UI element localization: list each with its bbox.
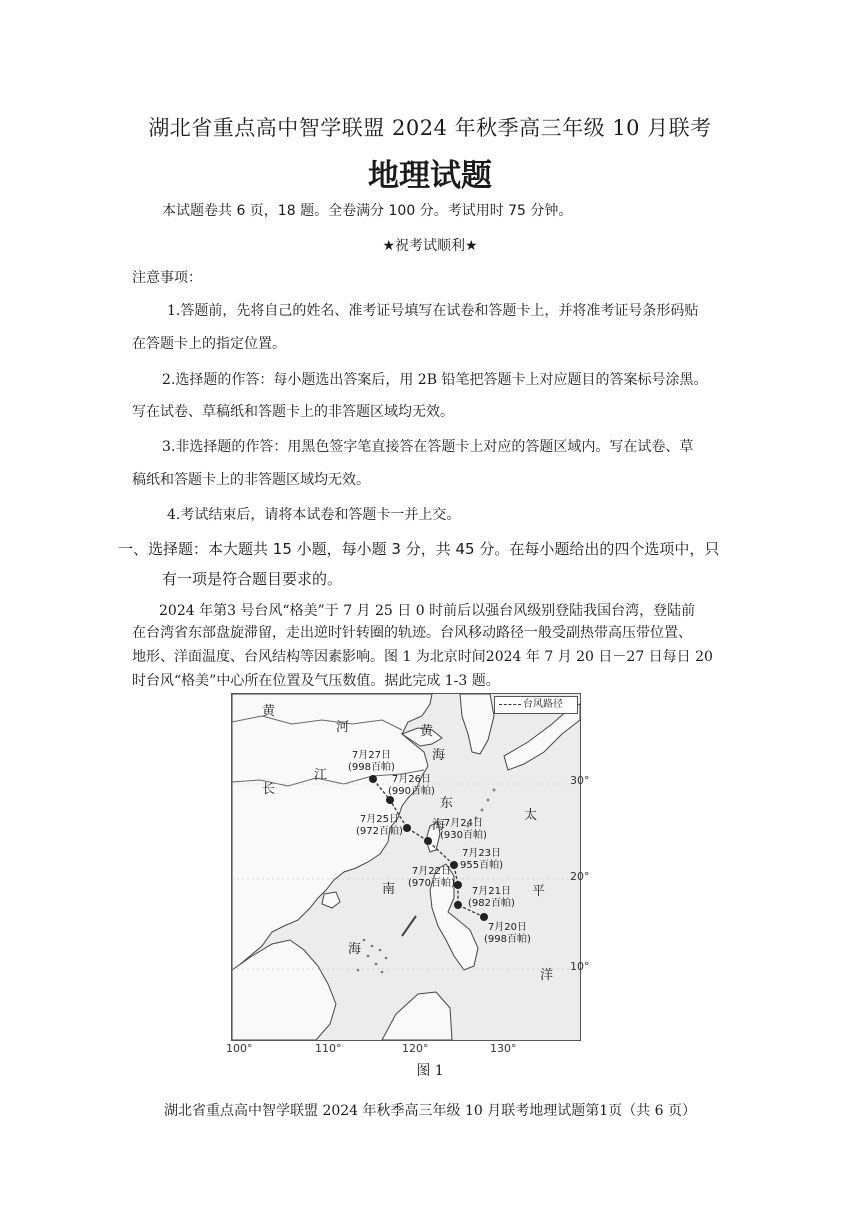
typhoon-track-layer [232,694,580,1040]
label-dong: 东 [440,796,454,811]
label-yellow-sea-1: 黄 [420,724,434,739]
track-marker-0720 [480,913,488,921]
notice-3-line-1: 3.非选择题的作答：用黑色签字笔直接答在答题卡上对应的答题区域内。写在试卷、草 [162,439,694,455]
track-marker-0725 [403,824,411,832]
label-yellow-sea-2: 海 [432,748,446,763]
notice-2-line-1: 2.选择题的作答：每小题选出答案后，用 2B 铅笔把答题卡上对应题目的答案标号涂黑。 [162,372,708,388]
track-pressure-0724: (930百帕) [440,830,487,841]
page-footer: 湖北省重点高中智学联盟 2024 年秋季高三年级 10 月联考地理试题第1页（共 6 页） [164,1103,696,1119]
track-date-0722: 7月22日 [411,866,451,877]
context-line-2: 在台湾省东部盘旋滞留，走出逆时针转圈的轨迹。台风移动路径一般受副热带高压带位置、 [132,625,692,641]
label-tai: 太 [524,808,538,823]
track-label-0721 [468,886,515,910]
lon-tick-100: 100° [226,1042,253,1055]
track-label-0720 [484,922,531,946]
label-south-sea-hai: 海 [348,942,362,957]
track-marker-0721 [454,901,462,909]
section-heading-line-2: 有一项是符合题目要求的。 [162,570,343,588]
notice-1-line-2: 在答题卡上的指定位置。 [132,336,286,352]
track-pressure-0721: (982百帕) [468,898,515,909]
lat-tick-20: 20° [570,870,590,883]
figure-caption: 图 1 [416,1063,444,1079]
track-date-0725: 7月25日 [359,814,399,825]
notice-4-line-1: 4.考试结束后，请将本试卷和答题卡一并上交。 [167,507,461,523]
label-he: 河 [336,720,350,735]
track-marker-0722 [454,881,462,889]
track-date-0726: 7月26日 [391,774,431,785]
track-pressure-0726: (990百帕) [388,786,435,797]
context-line-1: 2024 年第3 号台风“格美”于 7 月 25 日 0 时前后以强台风级别登陆我国台湾，登陆前 [159,603,696,619]
notice-3-line-2: 稿纸和答题卡上的非答题区域均无效。 [132,472,370,488]
lon-tick-110: 110° [315,1042,342,1055]
context-line-4: 时台风“格美”中心所在位置及气压数值。据此完成 1-3 题。 [132,673,500,689]
track-marker-0724 [424,837,432,845]
track-date-0724: 7月24日 [443,818,483,829]
track-date-0723: 7月23日 [461,848,502,859]
lat-tick-10: 10° [570,960,590,973]
track-label-0726 [388,774,435,798]
lat-tick-30: 30° [570,774,590,787]
exam-title: 湖北省重点高中智学联盟 2024 年秋季高三年级 10 月联考 [148,116,712,140]
track-date-0727: 7月27日 [351,750,391,761]
label-jiang: 江 [314,768,328,783]
section-heading-line-1: 一、选择题：本大题共 15 小题，每小题 3 分，共 45 分。在每小题给出的四个选项中，只 [118,540,720,558]
track-pressure-0725: (972百帕) [356,826,403,837]
track-label-0723 [460,848,503,872]
good-luck-line: ★祝考试顺利★ [382,238,478,254]
track-label-0725 [356,814,403,838]
track-date-0720: 7月20日 [487,922,527,933]
notice-title: 注意事项： [132,270,202,286]
subject-title: 地理试题 [368,158,492,194]
track-label-0722 [408,866,455,890]
label-chang: 长 [262,782,276,797]
label-ping: 平 [532,884,546,899]
track-date-0721: 7月21日 [471,886,511,897]
lon-tick-130: 130° [490,1042,517,1055]
lon-tick-120: 120° [402,1042,429,1055]
notice-1-line-1: 1.答题前，先将自己的姓名、准考证号填写在试卷和答题卡上，并将准考证号条形码贴 [167,303,699,319]
label-huang: 黄 [262,704,276,719]
label-nan: 南 [382,882,396,897]
notice-2-line-2: 写在试卷、草稿纸和答题卡上的非答题区域均无效。 [132,404,454,420]
context-line-3: 地形、洋面温度、台风结构等因素影响。图 1 为北京时间2024 年 7 月 20 日－27 日每日 20 [132,649,713,665]
exam-intro: 本试题卷共 6 页，18 题。全卷满分 100 分。考试用时 75 分钟。 [162,203,573,219]
track-label-0727 [348,750,395,774]
typhoon-track-map [231,693,590,1041]
track-pressure-0723: 955百帕) [460,860,503,871]
legend-label: 台风路径 [523,699,563,710]
label-yang: 洋 [540,968,554,983]
track-pressure-0727: (998百帕) [348,762,395,773]
label-east-sea-hai: 海 [432,818,446,833]
track-label-0724 [440,818,487,842]
track-pressure-0720: (998百帕) [484,934,531,945]
track-marker-0727 [369,775,377,783]
track-pressure-0722: (970百帕) [408,878,455,889]
